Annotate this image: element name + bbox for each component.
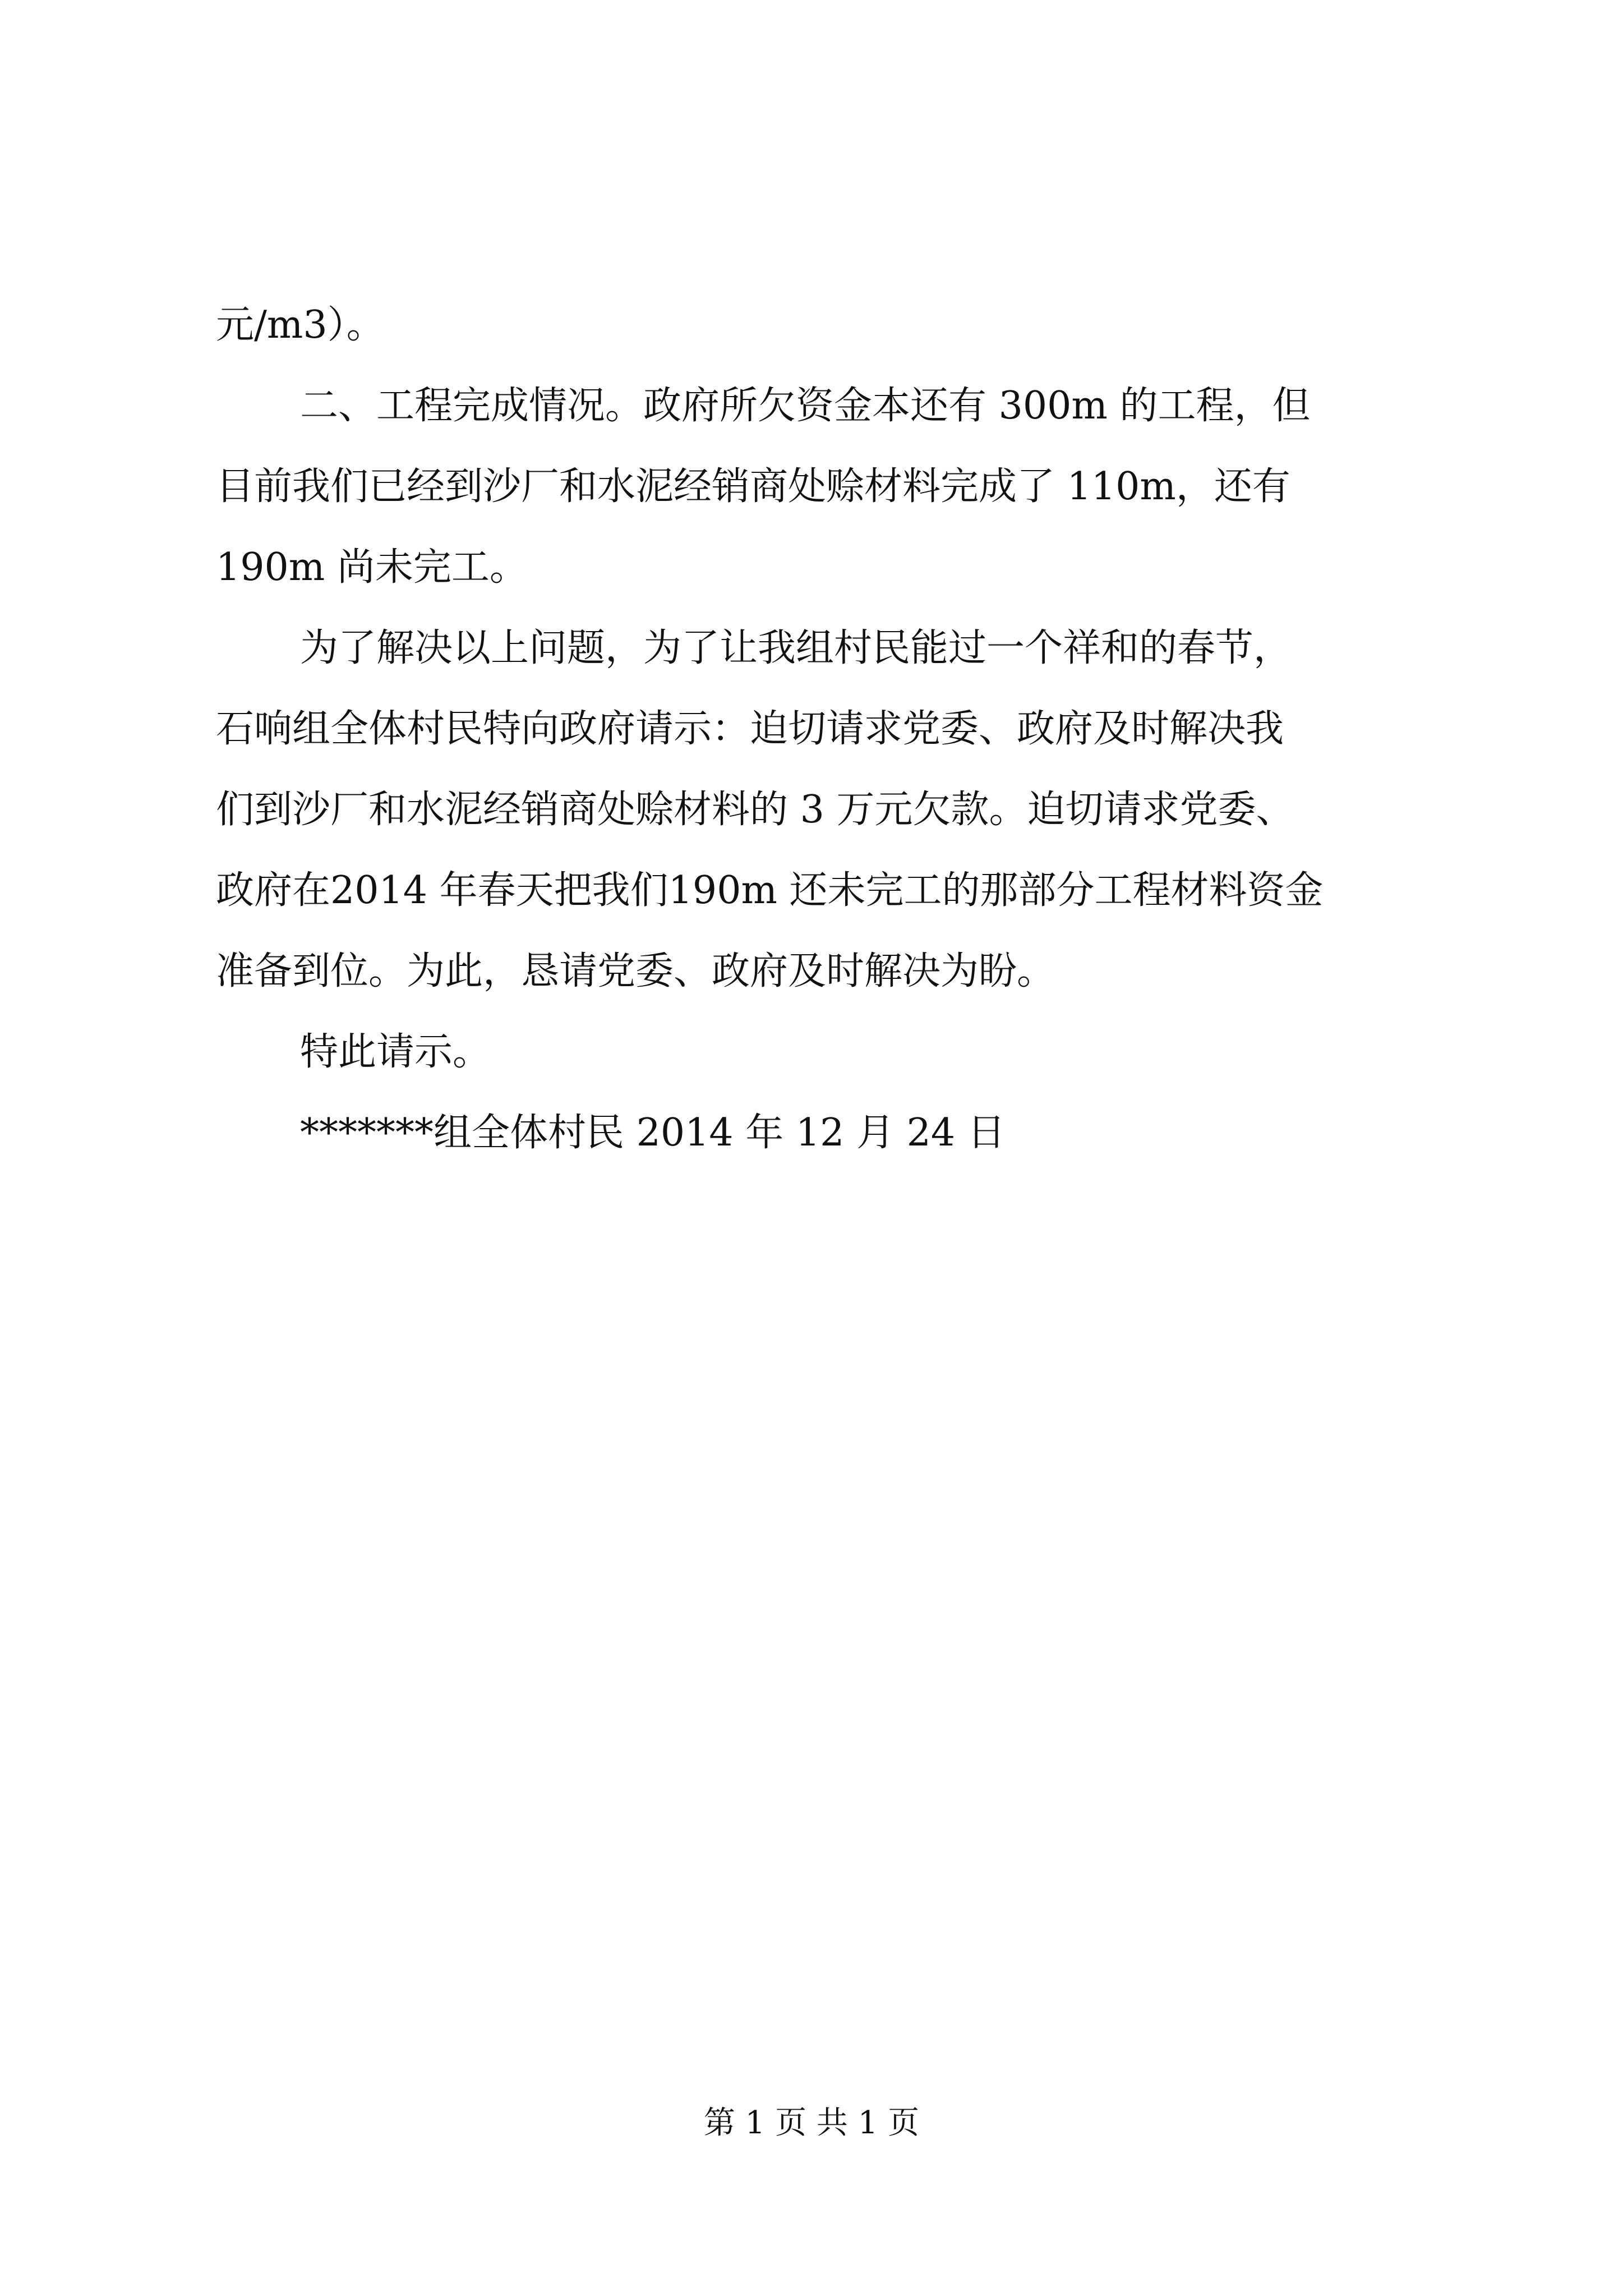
text-line: 特此请示。 bbox=[300, 1030, 491, 1074]
document-body bbox=[216, 303, 1433, 1156]
text-line: 元/m3）。 bbox=[216, 303, 385, 347]
paragraph-project-status bbox=[216, 384, 1433, 590]
text-line: 为了解决以上问题，为了让我组村民能过一个祥和的春节， bbox=[300, 626, 1292, 670]
text-line: 准备到位。为此，恳请党委、政府及时解决为盼。 bbox=[216, 949, 1055, 993]
paragraph-closing bbox=[216, 1030, 1433, 1075]
paragraph-continuation bbox=[216, 303, 1433, 348]
text-line: 政府在2014 年春天把我们190m 还未完工的那部分工程材料资金 bbox=[216, 868, 1324, 913]
text-line: 190m 尚未完工。 bbox=[216, 545, 528, 590]
text-line: 石响组全体村民特向政府请示：迫切请求党委、政府及时解决我 bbox=[216, 707, 1284, 751]
signature-line: *******组全体村民 2014 年 12 月 24 日 bbox=[300, 1111, 1006, 1155]
text-line: 们到沙厂和水泥经销商处赊材料的 3 万元欠款。迫切请求党委、 bbox=[216, 788, 1294, 832]
page-number-footer: 第 1 页 共 1 页 bbox=[703, 2105, 920, 2141]
paragraph-request bbox=[216, 626, 1433, 994]
text-line: 二、工程完成情况。政府所欠资金本还有 300m 的工程，但 bbox=[300, 384, 1311, 428]
paragraph-signature bbox=[216, 1111, 1433, 1156]
text-line: 目前我们已经到沙厂和水泥经销商处赊材料完成了 110m，还有 bbox=[216, 464, 1290, 509]
